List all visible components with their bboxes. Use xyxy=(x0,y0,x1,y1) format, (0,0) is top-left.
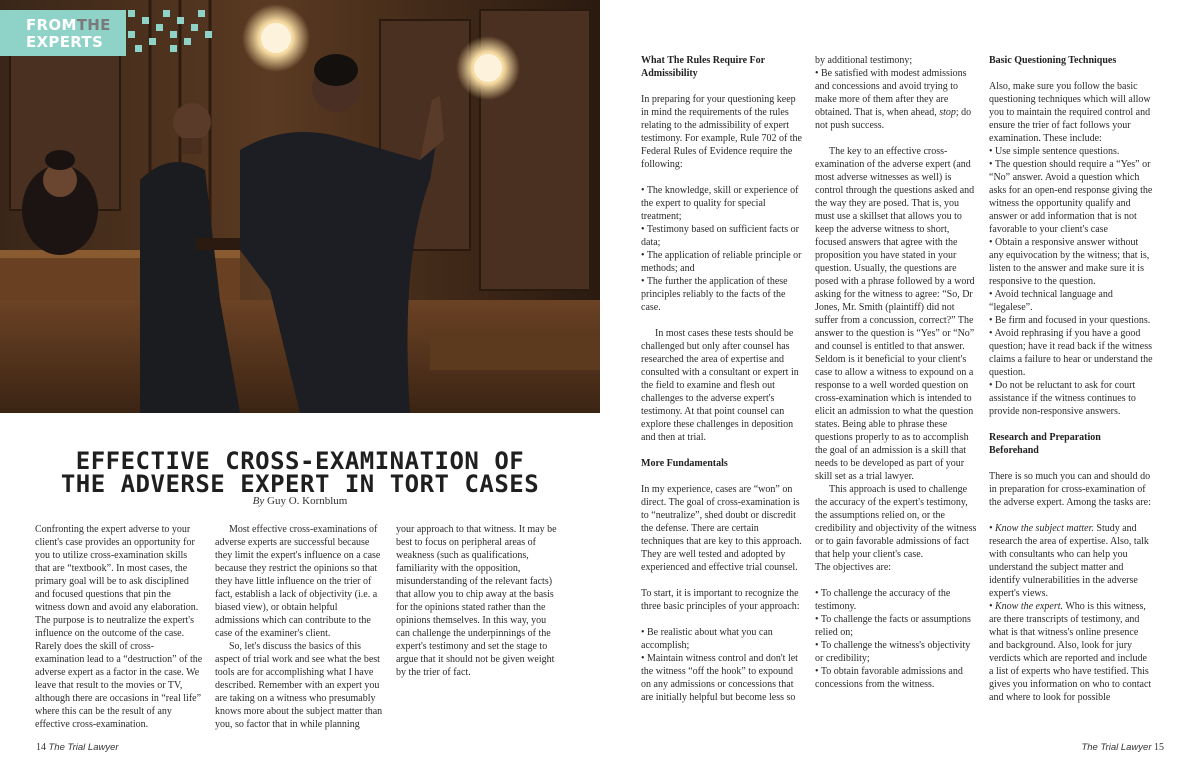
byline: By Guy O. Kornblum xyxy=(252,495,348,507)
bullet-item: • The question should require a “Yes” or “No” answer. Avoid a question which asks for an open-end response giving the witness the opportunity qualify and answer or add information that is not favorable to your client's case xyxy=(989,159,1153,235)
footer-left xyxy=(36,742,119,753)
brand-line-2: EXPERTS xyxy=(26,33,104,51)
paragraph: There is so much you can and should do in preparation for cross-examination of the adverse expert. Among the tasks are: xyxy=(989,471,1151,508)
author-name: Guy O. Kornblum xyxy=(267,495,348,507)
paragraph: Confronting the expert adverse to your client's case provides an opportunity for you to utilize cross-examination skills that are “textbook”. In most cases, the primary goal will be to ask disciplined and focused questions that pin the witness down and avoid any elaboration. The purpose is to neutralize the expert's influence on the outcome of the case. Rarely does the skill of cross-examination lead to a “destruction” of the adverse expert as a factor in the case. We leave that result to the movies or TV, although there are occasions in “real life” where this can be the result of any effective cross-examination. xyxy=(35,524,203,730)
bullet-item: • Maintain witness control and don't let the witness “off the hook” to expound on any admissions or concessions that are initially helpful but become less so xyxy=(641,653,798,703)
courtroom-photo xyxy=(0,0,600,413)
paragraph: In preparing for your questioning keep in mind the requirements of the rules relating to the admissibility of expert testimony. For example, Rule 702 of the Federal Rules of Evidence require the following: xyxy=(641,94,802,170)
section-heading: More Fundamentals xyxy=(641,458,728,469)
bullet-item: • Avoid rephrasing if you have a good question; have it read back if the witness claims a failure to hear or understand the question. xyxy=(989,328,1153,378)
bullet-item: • The further the application of these principles reliably to the facts of the case. xyxy=(641,276,788,313)
bullet-item: • Testimony based on sufficient facts or data; xyxy=(641,224,799,248)
task-item: • Know the subject matter. Study and research the area of expertise. Also, talk with consultants who can help you understand the subject matter and identify vulnerabilities in the adverse expert's views. xyxy=(989,523,1149,599)
publication-name: The Trial Lawyer xyxy=(1081,742,1152,753)
publication-name: The Trial Lawyer xyxy=(48,742,119,753)
column-5 xyxy=(815,54,977,691)
bullet-item: • Avoid technical language and “legalese”. xyxy=(989,289,1113,313)
paragraph: Also, make sure you follow the basic questioning techniques which will allow you to maintain the required control and ensure the trier of fact follows your examination. These include: xyxy=(989,81,1151,144)
bullet-item: • Obtain a responsive answer without any equivocation by the witness; that is, listen to the answer and make sure it is responsive to the question. xyxy=(989,237,1150,287)
bullet-item: • The application of reliable principle or methods; and xyxy=(641,250,802,274)
bullet-item: • To challenge the witness's objectivity or credibility; xyxy=(815,640,971,664)
bullet-item: • Use simple sentence questions. xyxy=(989,146,1120,157)
bullet-item: • Be realistic about what you can accomplish; xyxy=(641,627,773,651)
paragraph: by additional testimony; xyxy=(815,55,913,66)
paragraph: In my experience, cases are “won” on direct. The goal of cross-examination is to “neutralize”, shed doubt or discredit the defense. There are certain techniques that are key to this approach. They are well tested and adopted by experienced and effective trial counsel. xyxy=(641,484,802,573)
bullet-item: • To challenge the accuracy of the testimony. xyxy=(815,588,951,612)
paragraph: The key to an effective cross-examination of the adverse expert (and most adverse witnesses as well) is control through the questions asked and the way they are posed. That is, you must use a skillset that allows you to keep the adverse witness to short, focused answers that agree with the proposition you have stated in your question. Usually, the questions are posed with a phrase followed by a word asking for the witness to agree: “So, Dr Jones, Mr. Smith (plaintiff) did not suffer from a concussion, correct?” The answer to the question is “Yes” or “No” and counsel is entitled to that answer. Seldom is it beneficial to your client's case to allow a witness to expound on a response to a well worded question on cross-examination which is intended to elicit an admission to what the question states. Being able to phrase these questions properly to as to accomplish the goal of an admission is a skill that needs to be developed as part of your skill set as a trial lawyer. xyxy=(815,146,975,482)
bullet-item: • The knowledge, skill or experience of the expert to quality for special treatment; xyxy=(641,185,799,222)
brand-line-1: FROMTHE xyxy=(26,16,111,34)
bullet-item: • Do not be reluctant to ask for court assistance if the witness continues to provide non-responsive answers. xyxy=(989,380,1136,417)
column-1 xyxy=(35,523,203,731)
bullet-item: • Be firm and focused in your questions. xyxy=(989,315,1151,326)
section-heading: Basic Questioning Techniques xyxy=(989,55,1117,66)
paragraph: The objectives are: xyxy=(815,562,892,573)
bullet-item: • Be satisfied with modest admissions and concessions and avoid trying to make more of them after they are obtained. That is, when ahead, stop; do not push success. xyxy=(815,68,972,131)
paragraph: So, let's discuss the basics of this aspect of trial work and see what the best tools are for accomplishing what I have described. Remember with an expert you are taking on a witness who presumably knows more about the subject matter than you, so factor that in while planning xyxy=(215,641,383,730)
column-4 xyxy=(641,54,803,704)
paragraph: This approach is used to challenge the accuracy of the expert's testimony, the assumptions relied on, or the credibility and objectivity of the witness or to gain favorable admissions of fact that help your client's case. xyxy=(815,484,977,560)
page-number: 14 xyxy=(36,742,46,753)
article-title xyxy=(20,447,580,498)
title-line-2: THE ADVERSE EXPERT IN TORT CASES xyxy=(60,470,540,498)
section-heading: Research and Preparation Beforehand xyxy=(989,432,1101,456)
section-heading: What The Rules Require For Admissibility xyxy=(641,55,765,79)
paragraph: To start, it is important to recognize the three basic principles of your approach: xyxy=(641,588,800,612)
bullet-item: • To challenge the facts or assumptions relied on; xyxy=(815,614,971,638)
title-line-1: EFFECTIVE CROSS-EXAMINATION OF xyxy=(75,447,525,475)
paragraph: your approach to that witness. It may be best to focus on peripheral areas of weakness (such as qualifications, familiarity with the opposition, misunderstanding of the relevant facts) that allow you to chip away at the basis for the opinions stated rather than the opinions themselves. In this way, you can challenge the underpinnings of the expert's testimony and set the stage to argue that it should not be given weight by the trier of fact. xyxy=(396,524,557,678)
paragraph: Most effective cross-examinations of adverse experts are successful because they limit the expert's influence on a case because they restrict the opinions so that they have little influence on the trier of fact, establish a lack of objectivity (i.e. a biased view), or obtain helpful admissions which can contribute to the case of the examiner's client. xyxy=(215,524,381,639)
footer-right xyxy=(1081,742,1164,753)
column-6 xyxy=(989,54,1153,704)
page-number: 15 xyxy=(1154,742,1164,753)
bullet-item: • To obtain favorable admissions and concessions from the witness. xyxy=(815,666,963,690)
column-2 xyxy=(215,523,383,731)
paragraph: In most cases these tests should be challenged but only after counsel has researched the area of expertise and consulted with a consultant or expert in the field to examine and flesh out challenges to the adverse expert's testimony. At that point counsel can explore these challenges in deposition and then at trial. xyxy=(641,328,799,443)
task-item: • Know the expert. Who is this witness, are there transcripts of testimony, and what is that witness's online presence and background. Also, look for jury verdicts which are reported and include a list of experts who have testified. This gives you information on who to contact and where to look for possible xyxy=(989,601,1152,703)
column-3 xyxy=(396,523,561,679)
section-brand xyxy=(0,10,216,58)
